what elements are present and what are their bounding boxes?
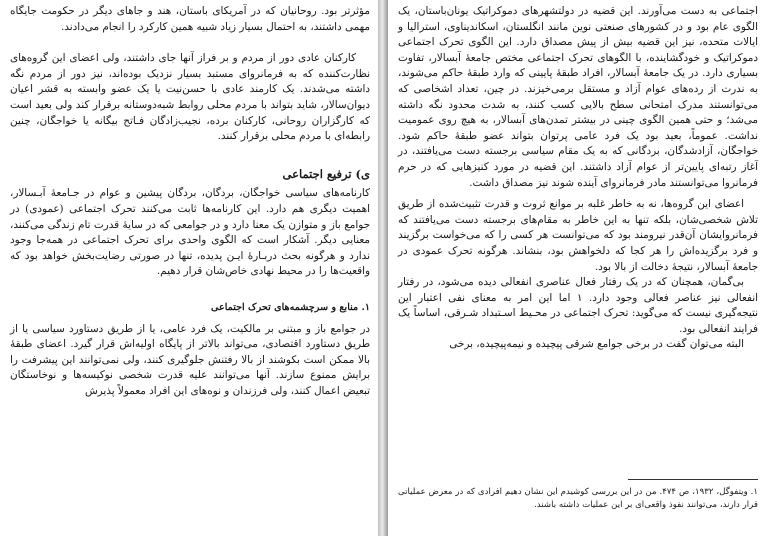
book-gutter: [378, 0, 388, 536]
paragraph: اعضای این گروه‌ها، نه به خاطر غلبه بر موانع ثروت و قدرت تثبیت‌شده از طریق تلاش شخصی‌شان، بلکه تنها به این خاطر به مقام‌های برجسته دست می‌یافتند که فرمانروایشان آن‌قدر نیرومند بود که می‌توانست هر کسی را که می‌خواست برگزیند و فرد برگزیده‌اش را هر کجا که دلخواهش بود، بنشاند. هرگونه تحرک عمودی در جامعهٔ آبسالار، نتیجهٔ دخالت از بالا بود.: [398, 198, 758, 273]
left-page: [0, 0, 378, 536]
footnote: ۱. ویتفوگل، ۱۹۳۲، ص ۴۷۴. من در این بررسی کوشیدم این نشان دهیم افرادی که در معرض عملیاتی قرار دارند، می‌توانند نفوذ واقعی‌ای بر این عملیات داشته باشند.: [398, 487, 758, 510]
paragraph: البته می‌توان گفت در برخی جوامع شرقی پیچیده و نیمه‌پیچیده، برخی: [449, 338, 744, 351]
paragraph: کارنامه‌های سیاسی خواجگان، بردگان، بردگان پیشین و عوام در جـامعهٔ آبـسالار، اهمیت دیگری هم دارد. این کارنامه‌ها ثابت می‌کنند تحرک اجتماعی (عمودی) در جوامع باز و متوازن یک معنا دارد و در جوامعی که در سایهٔ قدرت تام زندگی می‌کنند، معنایی دیگر. آشکار است که الگوی واحدی برای تحرک اجتماعی در همه‌جا وجود ندارد و هرگونه بحث دربـارهٔ ایـن پدیده، تنها در صورتی رضایت‌بخش خواهد بود که واقعیت‌ها را در محیط نهادی خاص‌شان قرار دهیم.: [10, 187, 370, 278]
paragraph: کارکنان عادی دور از مردم و بر فراز آنها جای داشتند، ولی اعضای این گروه‌های نظارت‌کننده که به فرمانروای مستبد بسیار نزدیک بوده‌اند، نیز دور از مردم نگه داشته می‌شدند. یک کارمند عادی با حسن‌نیت یا یک عضو وابسته به قشر اعیان دیوان‌سالار، شاید بتواند با مردم محلی روابط شبه‌دوستانه برقرار کند ولی بعید است که کارگزاران روحانی، کارکنان برده، نجیب‌زادگان فـاتح بیگانه یا خواجگان، چنین رابطه‌ای با مردم محلی برقرار کنند.: [10, 52, 370, 143]
right-page-text: [398, 4, 758, 353]
footnote-rule: [628, 479, 758, 480]
left-page-text: [10, 4, 370, 399]
paragraph: اجتماعی به دست می‌آورند. این قضیه در دولتشهرهای دموکراتیک یونان‌باستان، یک الگوی عام بود و در کشورهای صنعتی نوین مانند انگلستان، اسکاندیناوی، استرالیا و ایالات متحده، نیز این قضیه بیش از پیش مصداق دارد. این الگوی تحرک اجتماعی دموکراتیک و خودگشاینده، با الگوهای تحرک اجتماعی مختص جامعهٔ آبسالار، تفاوت بسیاری دارد. در یک جامعهٔ آبسالار، افراد طبقهٔ پایینی که وارد طبقهٔ حاکم می‌شوند، به ندرت از رده‌های عوام آزاد و مستقل برمی‌خیزند. در چین، تعداد اشخاصی که می‌توانستند مدرک امتحانی سطح بالایی کسب کنند، به شدت محدود نگه داشته می‌شد؛ و حتی همین الگوی چینی در بیشتر تمدن‌های آبسالار، به هیچ روی عمومیت نداشت. عموماً، بعید بود یک فرد عامی پرتوان بتواند عضو طبقهٔ حاکم شود. خواجگان، آزادشدگان، بردگانی که به یک مقام سیاسی برجسته دست می‌یافتند، در آغاز رتبه‌ای پایین‌تر از عوام آزاد داشتند. این قضیه در مورد کنیزهایی که در حرم فرمانروا می‌توانستند مادر فرمانروای آینده شوند نیز مصداق داشت.: [398, 5, 758, 189]
paragraph: در جوامع باز و مبتنی بر مالکیت، یک فرد عامی، یا از طریق دستاورد سیاسی یا از طریق دستاورد اقتصادی، می‌تواند بالاتر از پایگاه اولیه‌اش قرار گیرد. اعضای طبقهٔ بالا ممکن است بکوشند از بالا رفتنش جلوگیری کنند، ولی نمی‌توانند این پیشرفت را برایش ممنوع سازند. آنها می‌توانند علیه قدرت شخصی نوکیسه‌ها و نوخاستگان تبعیض اعمال کنند، ولی فرزندان و نوه‌های این افراد معمولاً پذیرش: [10, 322, 370, 397]
subsection-heading: ۱. منابع و سرچشمه‌های تحرک اجتماعی: [211, 301, 370, 313]
paragraph: مؤثرتر بود. روحانیان که در آمریکای باستان، هند و جاهای دیگر در حکومت جایگاه مهمی داشتند، به احتمال بسیار زیاد شبیه همین کارکرد را انجام می‌دادند.: [10, 5, 370, 33]
right-page: [388, 0, 768, 536]
paragraph: بی‌گمان، همچنان که در یک رفتار فعال عناصری انفعالی دیده می‌شود، در رفتار انفعالی نیز عناصر فعالی وجود دارد. ۱ اما این امر به معنای نفی اعتبار این نتیجه‌گیری نیست که می‌گوید: تحرک اجتماعی در محـیط اسـتبداد شـرقی، اساساً یک فرایند انفعالی بود.: [398, 276, 759, 335]
section-heading: ی) ترفیع اجتماعی: [282, 166, 370, 181]
